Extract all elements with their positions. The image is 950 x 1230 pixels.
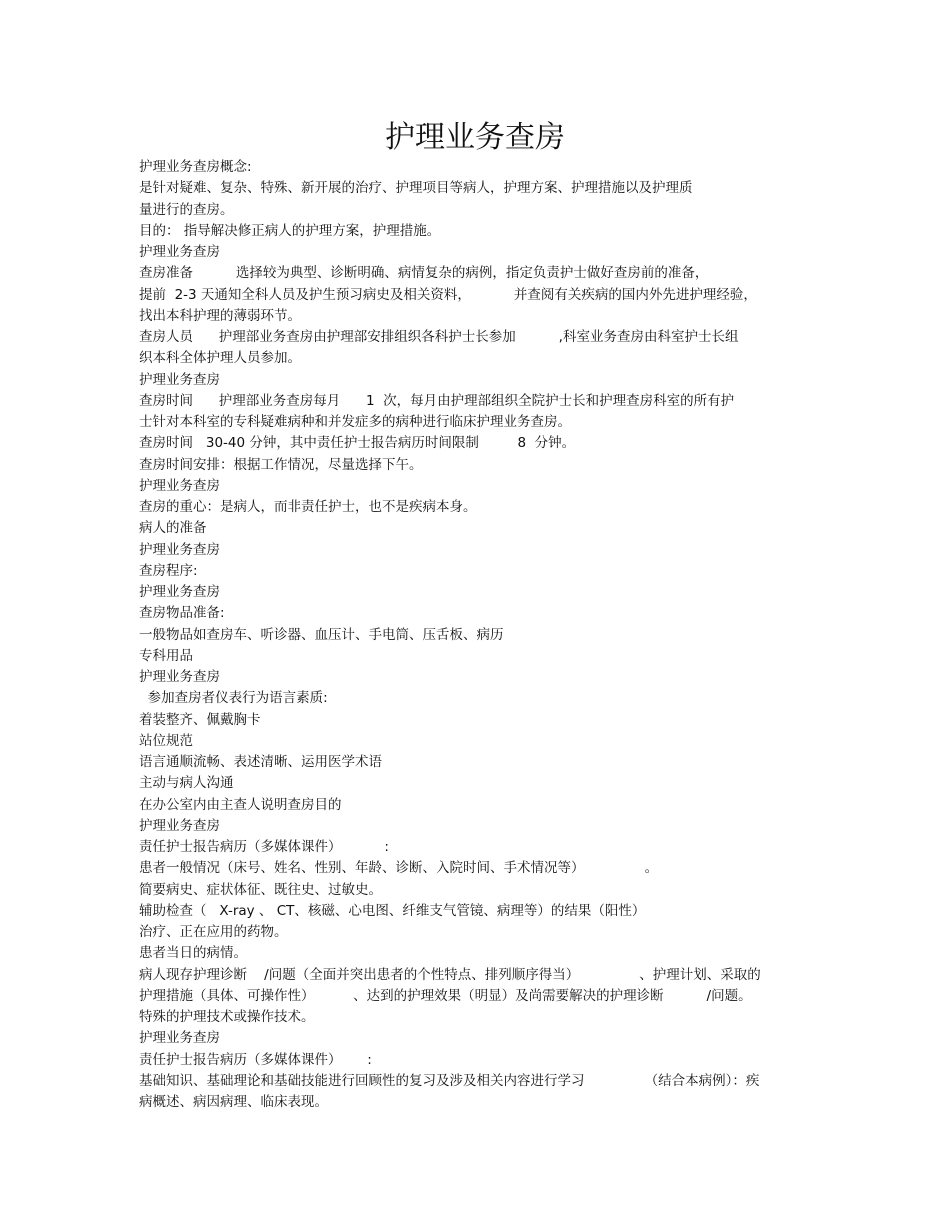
text-line: 护理业务查房 xyxy=(139,1030,220,1047)
text-line: 查房时间 30-40 分钟，其中责任护士报告病历时间限制 8 分钟。 xyxy=(139,435,576,452)
text-line: 查房程序: xyxy=(139,562,198,579)
text-line: 找出本科护理的薄弱环节。 xyxy=(139,307,301,324)
text-line: 治疗、正在应用的药物。 xyxy=(139,924,288,940)
text-line: 站位规范 xyxy=(139,732,193,749)
text-line: 护理业务查房 xyxy=(139,477,220,494)
text-line: 查房物品准备: xyxy=(139,605,225,622)
text-line: 患者一般情况（床号、姓名、性别、年龄、诊断、入院时间、手术情况等） 。 xyxy=(139,860,659,877)
text-line: 护理业务查房 xyxy=(139,371,220,388)
text-line: 护理业务查房 xyxy=(139,244,220,260)
text-line: 查房人员 护理部业务查房由护理部安排组织各科护士长参加 ,科室业务查房由科室护士长组 xyxy=(139,329,739,345)
text-line: 简要病史、症状体征、既往史、过敏史。 xyxy=(139,881,382,898)
text-line: 护理业务查房 xyxy=(139,817,220,834)
text-line: 语言通顺流畅、表述清晰、运用医学术语 xyxy=(139,754,382,770)
text-line: 护理业务查房 xyxy=(139,669,220,685)
text-line: 参加查房者仪表行为语言素质: xyxy=(139,690,328,707)
text-line: 专科用品 xyxy=(139,647,193,664)
text-line: 责任护士报告病历（多媒体课件） : xyxy=(139,1051,372,1068)
text-line: 查房时间安排：根据工作情况，尽量选择下午。 xyxy=(139,456,423,473)
text-line: 织本科全体护理人员参加。 xyxy=(139,350,301,367)
document-body xyxy=(139,157,829,1113)
text-line: 是针对疑难、复杂、特殊、新开展的治疗、护理项目等病人，护理方案、护理措施以及护理质 xyxy=(139,180,693,197)
text-line: 量进行的查房。 xyxy=(139,201,234,218)
text-line: 目的： 指导解决修正病人的护理方案，护理措施。 xyxy=(139,222,441,239)
text-line: 提前 2-3 天通知全科人员及护生预习病史及相关资料， 并查阅有关疾病的国内外先进护理经验， xyxy=(139,286,757,303)
text-line: 护理业务查房概念: xyxy=(139,159,252,175)
text-line: 病人现存护理诊断 /问题（全面并突出患者的个性特点、排列顺序得当） 、护理计划、采取的 xyxy=(139,966,761,983)
text-line: 在办公室内由主查人说明查房目的 xyxy=(139,796,342,813)
text-line: 护理业务查房 xyxy=(139,541,220,558)
text-line: 主动与病人沟通 xyxy=(139,775,234,792)
text-line: 责任护士报告病历（多媒体课件） : xyxy=(139,839,389,855)
text-line: 病概述、病因病理、临床表现。 xyxy=(139,1094,328,1110)
text-line: 特殊的护理技术或操作技术。 xyxy=(139,1009,315,1025)
text-line: 查房准备 选择较为典型、诊断明确、病情复杂的病例，指定负责护士做好查房前的准备， xyxy=(139,265,709,282)
text-line: 着装整齐、佩戴胸卡 xyxy=(139,711,261,728)
text-line: 基础知识、基础理论和基础技能进行回顾性的复习及涉及相关内容进行学习 （结合本病例）：疾 xyxy=(139,1072,760,1089)
text-line: 查房的重心：是病人，而非责任护士，也不是疾病本身。 xyxy=(139,499,477,515)
text-line: 士针对本科室的专科疑难病种和并发症多的病种进行临床护理业务查房。 xyxy=(139,414,571,430)
document-title: 护理业务查房 xyxy=(385,120,565,155)
text-line: 辅助检查（ X-ray 、 CT、核磁、心电图、纤维支气管镜、病理等）的结果（阳性） xyxy=(139,902,646,919)
text-line: 患者当日的病情。 xyxy=(139,945,247,962)
text-line: 一般物品如查房车、听诊器、血压计、手电筒、压舌板、病历 xyxy=(139,626,504,643)
text-line: 病人的准备 xyxy=(139,520,207,537)
text-line: 护理业务查房 xyxy=(139,584,220,600)
text-line: 查房时间 护理部业务查房每月 1 次，每月由护理部组织全院护士长和护理查房科室的所有护 xyxy=(139,392,735,409)
text-line: 护理措施（具体、可操作性） 、达到的护理效果（明显）及尚需要解决的护理诊断 /问题。 xyxy=(139,987,752,1004)
